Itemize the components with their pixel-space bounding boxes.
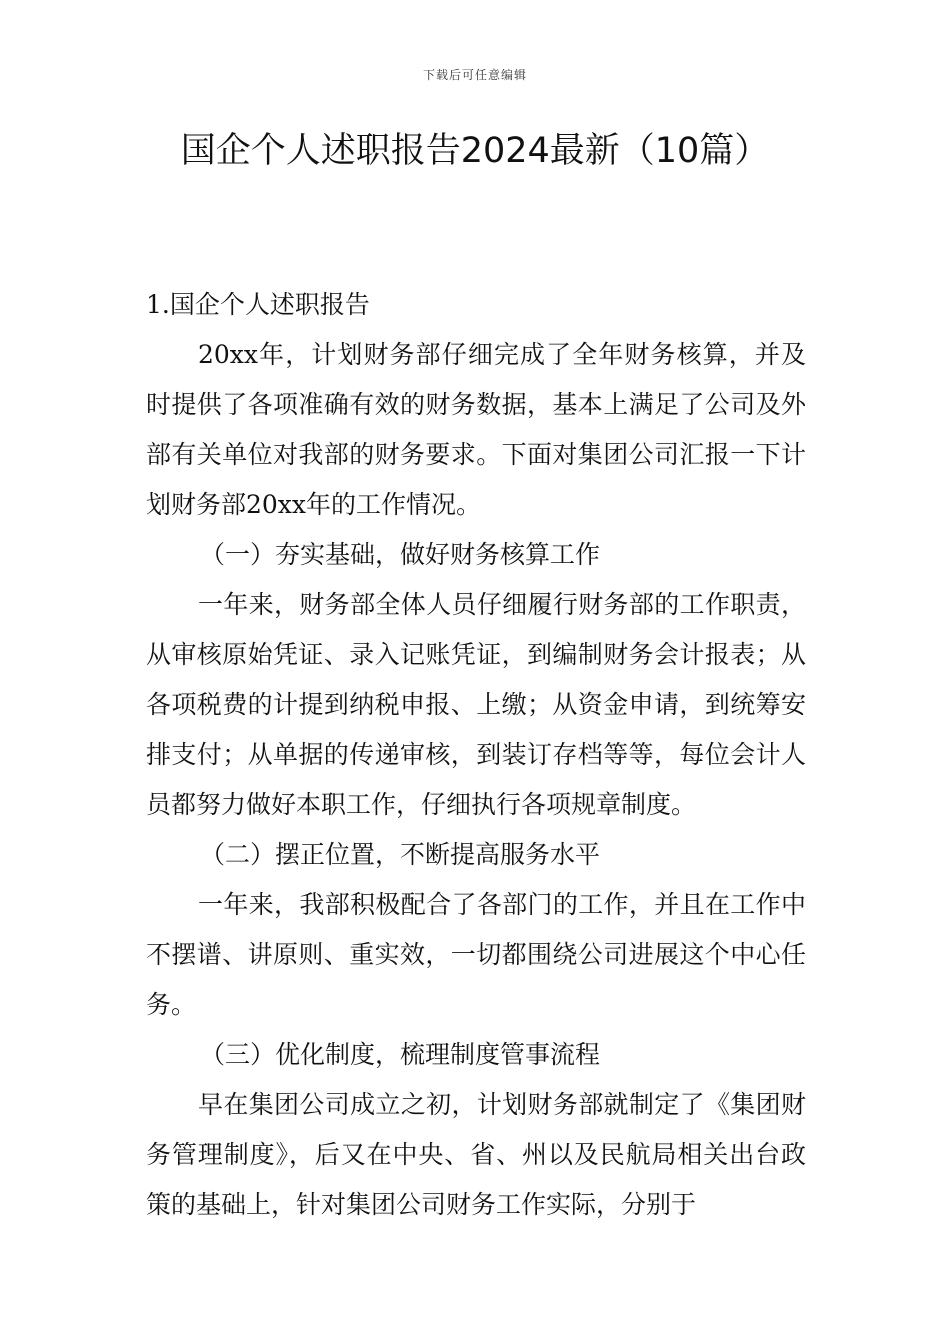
paragraph: 一年来，我部积极配合了各部门的工作，并且在工作中不摆谱、讲原则、重实效，一切都围绕公司进展这个中心任务。	[146, 890, 806, 1019]
header-note: 下载后可任意编辑	[422, 68, 527, 82]
section-heading: 1.国企个人述职报告	[146, 290, 370, 319]
sub-heading: （二）摆正位置，不断提高服务水平	[200, 840, 601, 869]
document-title: 国企个人述职报告2024最新（10篇）	[180, 131, 770, 171]
paragraph: 一年来，财务部全体人员仔细履行财务部的工作职责，从审核原始凭证、录入记账凭证，到编制财务会计报表；从各项税费的计提到纳税申报、上缴；从资金申请，到统筹安排支付；从单据的传递审核，到装订存档等等，每位会计人员都努力做好本职工作，仔细执行各项规章制度。	[146, 590, 806, 819]
sub-heading: （三）优化制度，梳理制度管事流程	[200, 1040, 601, 1069]
paragraph: 早在集团公司成立之初，计划财务部就制定了《集团财务管理制度》，后又在中央、省、州以及民航局相关出台政策的基础上，针对集团公司财务工作实际，分别于	[146, 1090, 806, 1219]
document-body	[146, 280, 806, 1230]
sub-heading: （一）夯实基础，做好财务核算工作	[200, 540, 601, 569]
paragraph: 20xx年，计划财务部仔细完成了全年财务核算，并及时提供了各项准确有效的财务数据，基本上满足了公司及外部有关单位对我部的财务要求。下面对集团公司汇报一下计划财务部20xx年的工作情况。	[146, 340, 806, 519]
